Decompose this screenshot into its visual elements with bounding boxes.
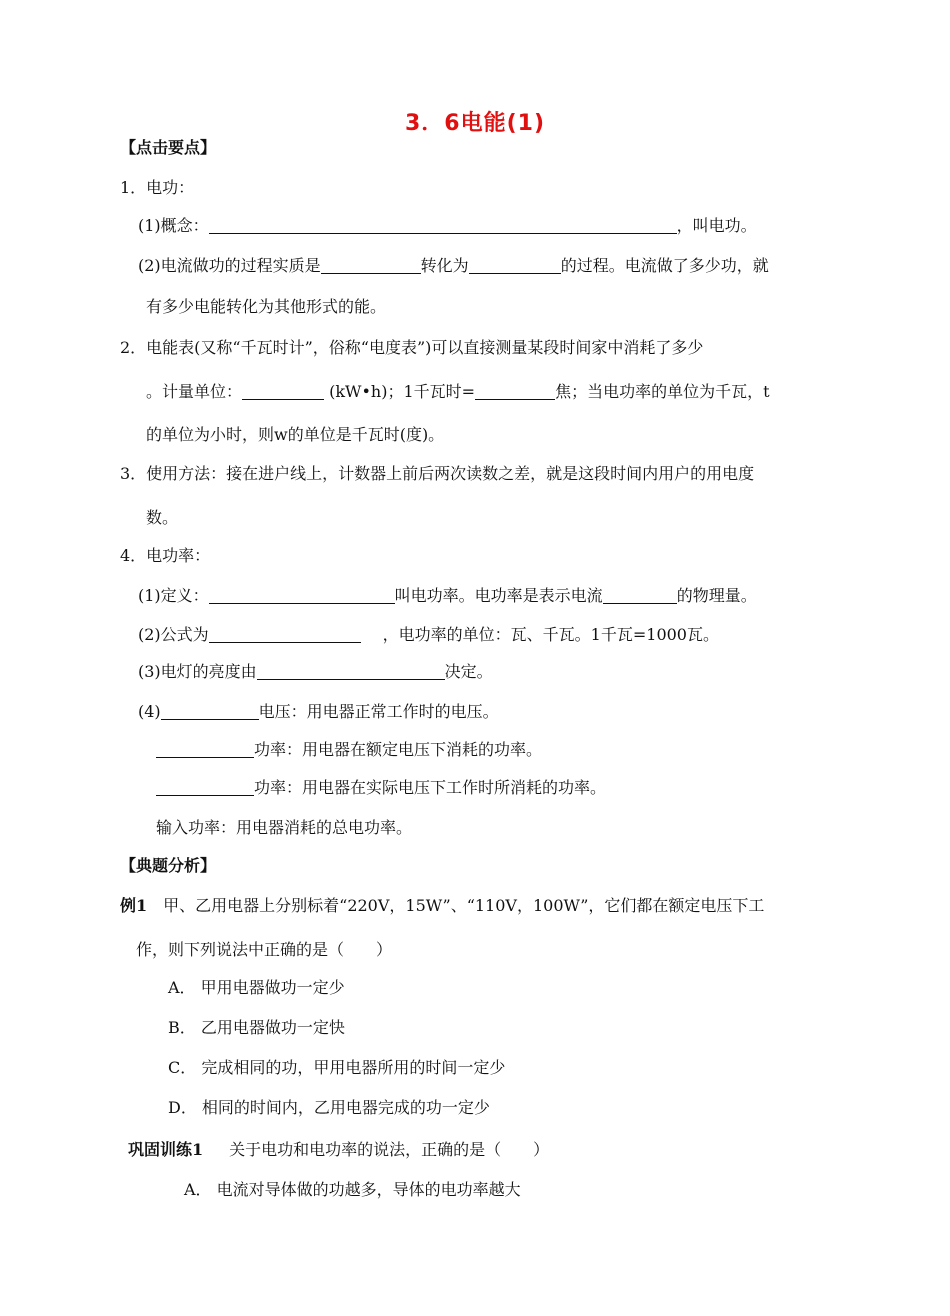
rated-voltage-blank: [161, 703, 259, 720]
unit-suffix: 焦；当电功率的单位为千瓦，t: [555, 382, 770, 401]
page-title: 3．6电能(1): [404, 111, 546, 136]
option-a: A． 甲用电器做功一定少: [168, 978, 345, 997]
concept-label: (1)概念：: [138, 216, 209, 235]
item-1-1-line: [138, 216, 757, 236]
definition-mid: 叫电功率。电功率是表示电流: [394, 586, 603, 605]
unit-mid: (kW•h)；1千瓦时=: [324, 382, 476, 401]
definition-blank: [209, 587, 395, 604]
joule-blank: [475, 383, 555, 400]
drill-question: 关于电功和电功率的说法，正确的是（ ）: [229, 1140, 550, 1159]
brightness-blank: [257, 663, 445, 680]
essence-blank-2: [469, 257, 561, 274]
unit-blank: [242, 383, 324, 400]
drill-label: 巩固训练1: [128, 1140, 204, 1159]
definition-suffix: 的物理量。: [676, 586, 757, 605]
item-4-2-line: [138, 625, 719, 645]
definition-label: (1)定义：: [138, 586, 209, 605]
brightness-suffix: 决定。: [444, 662, 493, 681]
item-3-line-2: 数。: [146, 508, 179, 527]
example-text: 甲、乙用电器上分别标着“220V，15W”、“110V，100W”，它们都在额定电压下工: [163, 896, 765, 915]
section-heading-examples: 【典题分析】: [120, 856, 217, 875]
item-1-heading: 1．电功：: [120, 178, 195, 197]
essence-blank-1: [321, 257, 421, 274]
item-1-2-line: [138, 256, 769, 276]
item-4-5-line: [156, 740, 542, 760]
item-1-2-continuation: 有多少电能转化为其他形式的能。: [146, 297, 387, 316]
concept-blank: [209, 217, 677, 234]
actual-power-blank: [156, 779, 254, 796]
section-heading-key-points: 【点击要点】: [120, 138, 217, 157]
item-4-7-line: 输入功率：用电器消耗的总电功率。: [156, 818, 413, 837]
example-1-line-2: 作，则下列说法中正确的是（ ）: [136, 940, 393, 959]
meaning-blank: [603, 587, 677, 604]
unit-label: 。计量单位：: [146, 382, 243, 401]
rated-power-text: 功率：用电器在额定电压下消耗的功率。: [254, 740, 543, 759]
option-c: C． 完成相同的功，甲用电器所用的时间一定少: [168, 1058, 506, 1077]
item-2-line-1: 2．电能表(又称“千瓦时计”，俗称“电度表”)可以直接测量某段时间家中消耗了多少: [120, 338, 704, 357]
actual-power-text: 功率：用电器在实际电压下工作时所消耗的功率。: [254, 778, 607, 797]
item-2-line-3: 的单位为小时，则w的单位是千瓦时(度)。: [146, 425, 445, 444]
drill-1-line: [128, 1140, 549, 1160]
concept-suffix: ，叫电功。: [676, 216, 757, 235]
item-4-3-line: [138, 662, 493, 682]
option-b: B． 乙用电器做功一定快: [168, 1018, 345, 1037]
item-4-4-line: [138, 702, 499, 722]
voltage-suffix: 电压：用电器正常工作时的电压。: [258, 702, 499, 721]
example-label: 例1: [120, 896, 148, 915]
item-4-1-line: [138, 586, 757, 606]
rated-power-blank: [156, 741, 254, 758]
essence-mid: 转化为: [420, 256, 469, 275]
voltage-label: (4): [138, 702, 161, 721]
formula-blank: [209, 626, 361, 643]
example-1-line-1: [120, 896, 764, 916]
brightness-label: (3)电灯的亮度由: [138, 662, 257, 681]
formula-suffix: ，电功率的单位：瓦、千瓦。1千瓦=1000瓦。: [382, 625, 719, 644]
item-2-line-2: [146, 382, 770, 402]
formula-label: (2)公式为: [138, 625, 209, 644]
item-3-line-1: 3．使用方法：接在进户线上，计数器上前后两次读数之差，就是这段时间内用户的用电度: [120, 464, 755, 483]
item-4-heading: 4．电功率：: [120, 546, 211, 565]
option-d: D． 相同的时间内，乙用电器完成的功一定少: [168, 1098, 490, 1117]
essence-label: (2)电流做功的过程实质是: [138, 256, 321, 275]
essence-suffix: 的过程。电流做了多少功，就: [560, 256, 769, 275]
item-4-6-line: [156, 778, 606, 798]
drill-option-a: A． 电流对导体做的功越多，导体的电功率越大: [184, 1180, 521, 1199]
